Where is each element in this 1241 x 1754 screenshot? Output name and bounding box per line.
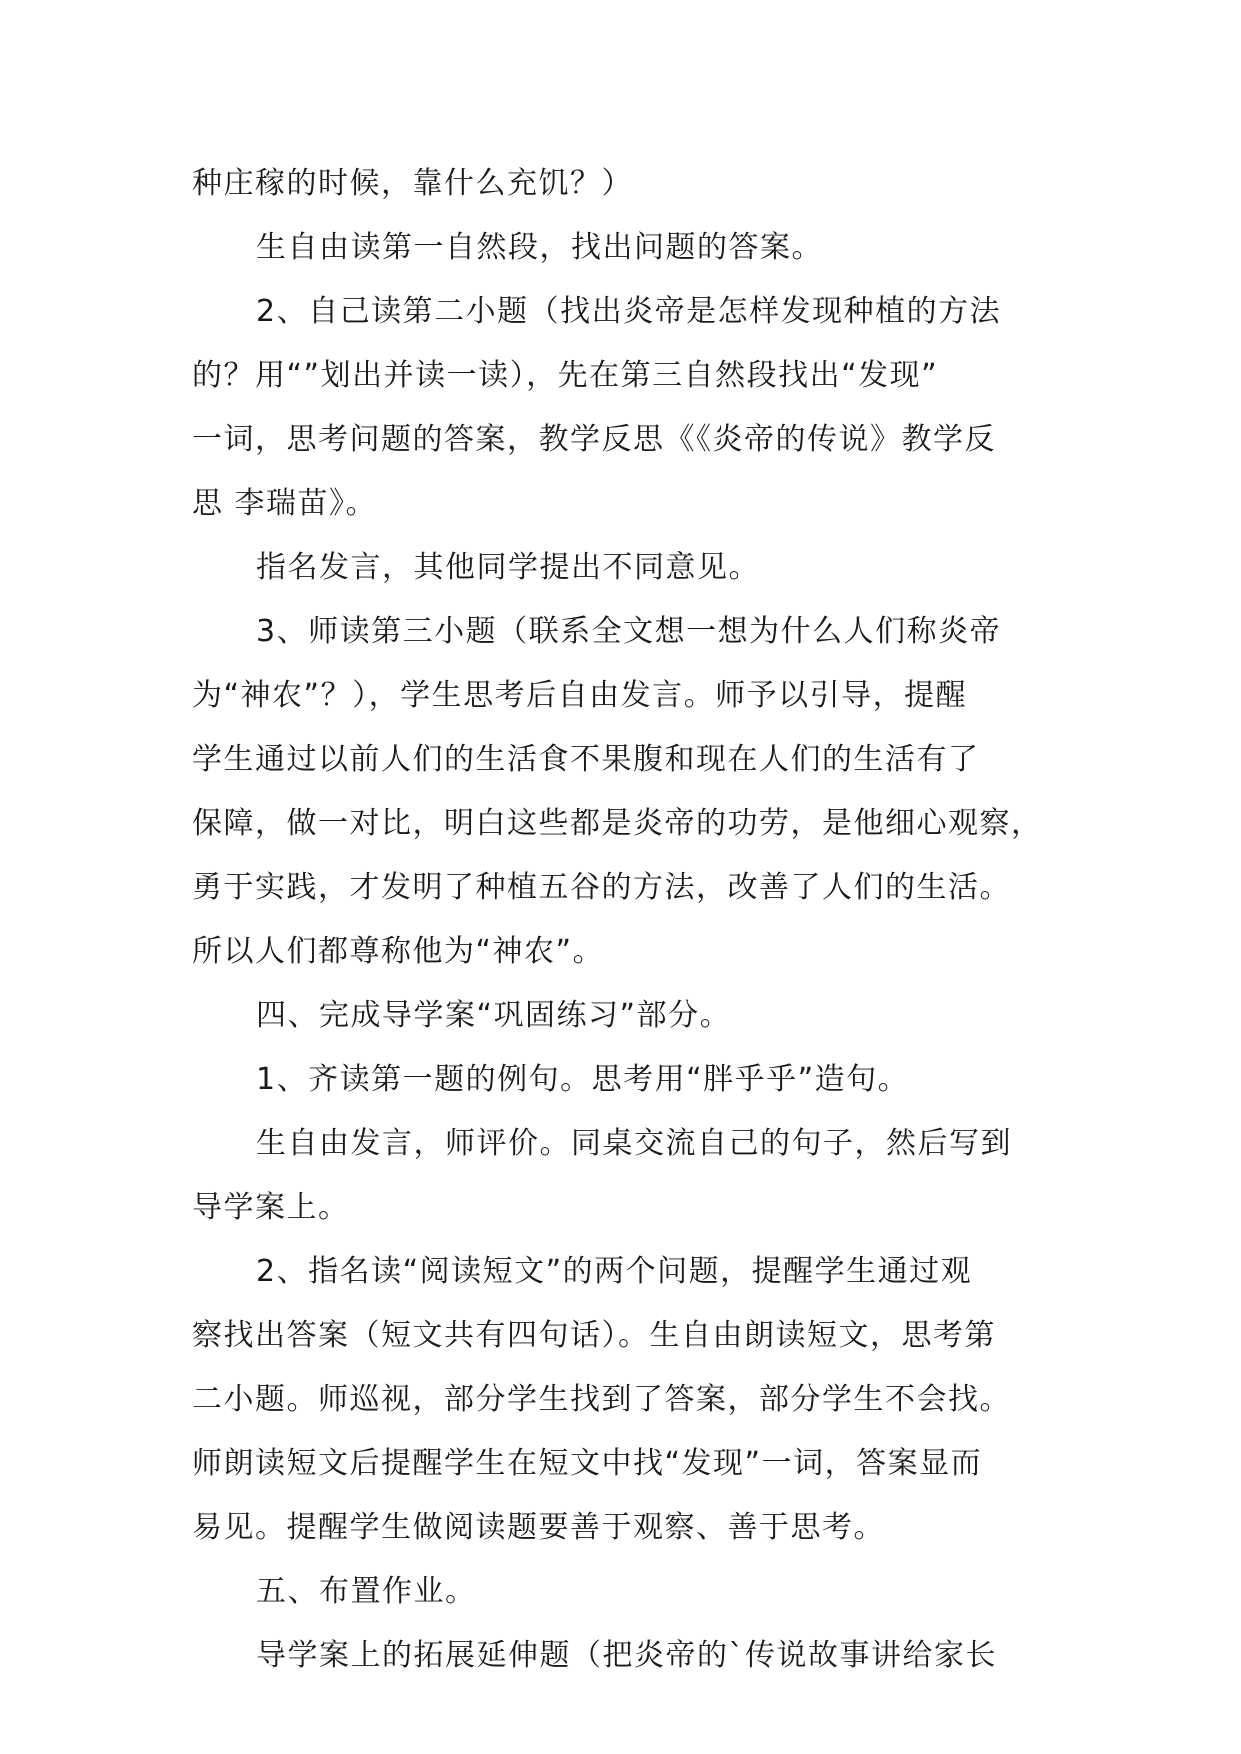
text-line: 指名发言，其他同学提出不同意见。 bbox=[256, 550, 760, 585]
text-line: 学生通过以前人们的生活食不果腹和现在人们的生活有了 bbox=[192, 742, 980, 777]
text-line: 的？用“”划出并读一读），先在第三自然段找出“发现” bbox=[192, 358, 939, 393]
text-line: 导学案上的拓展延伸题（把炎帝的`传说故事讲给家长 bbox=[256, 1638, 997, 1673]
document-body bbox=[192, 152, 1062, 1688]
text-line: 导学案上。 bbox=[192, 1190, 350, 1225]
text-line: 师朗读短文后提醒学生在短文中找“发现”一词，答案显而 bbox=[192, 1446, 983, 1481]
text-line: 生自由发言，师评价。同桌交流自己的句子，然后写到 bbox=[256, 1126, 1012, 1161]
text-line: 2、指名读“阅读短文”的两个问题，提醒学生通过观 bbox=[256, 1254, 973, 1289]
text-line: 勇于实践，才发明了种植五谷的方法，改善了人们的生活。 bbox=[192, 870, 1011, 905]
text-line: 四、完成导学案“巩固练习”部分。 bbox=[256, 998, 732, 1033]
text-line: 保障，做一对比，明白这些都是炎帝的功劳，是他细心观察， bbox=[192, 806, 1043, 841]
text-line: 所以人们都尊称他为“神农”。 bbox=[192, 934, 605, 969]
text-line: 生自由读第一自然段，找出问题的答案。 bbox=[256, 230, 823, 265]
text-line: 察找出答案（短文共有四句话）。生自由朗读短文，思考第 bbox=[192, 1318, 996, 1353]
text-line: 2、自己读第二小题（找出炎帝是怎样发现种植的方法 bbox=[256, 294, 1002, 329]
text-line: 易见。提醒学生做阅读题要善于观察、善于思考。 bbox=[192, 1510, 885, 1545]
text-line: 1、齐读第一题的例句。思考用“胖乎乎”造句。 bbox=[256, 1062, 910, 1097]
text-line: 种庄稼的时候，靠什么充饥？） bbox=[192, 166, 633, 201]
text-line: 3、师读第三小题（联系全文想一想为什么人们称炎帝 bbox=[256, 614, 1002, 649]
text-line: 为“神农”？），学生思考后自由发言。师予以引导，提醒 bbox=[192, 678, 968, 713]
text-line: 一词，思考问题的答案，教学反思《《炎帝的传说》教学反 bbox=[192, 422, 996, 457]
text-line: 二小题。师巡视，部分学生找到了答案，部分学生不会找。 bbox=[192, 1382, 1011, 1417]
text-line: 思 李瑞苗》。 bbox=[192, 486, 378, 521]
text-line: 五、布置作业。 bbox=[256, 1574, 477, 1609]
